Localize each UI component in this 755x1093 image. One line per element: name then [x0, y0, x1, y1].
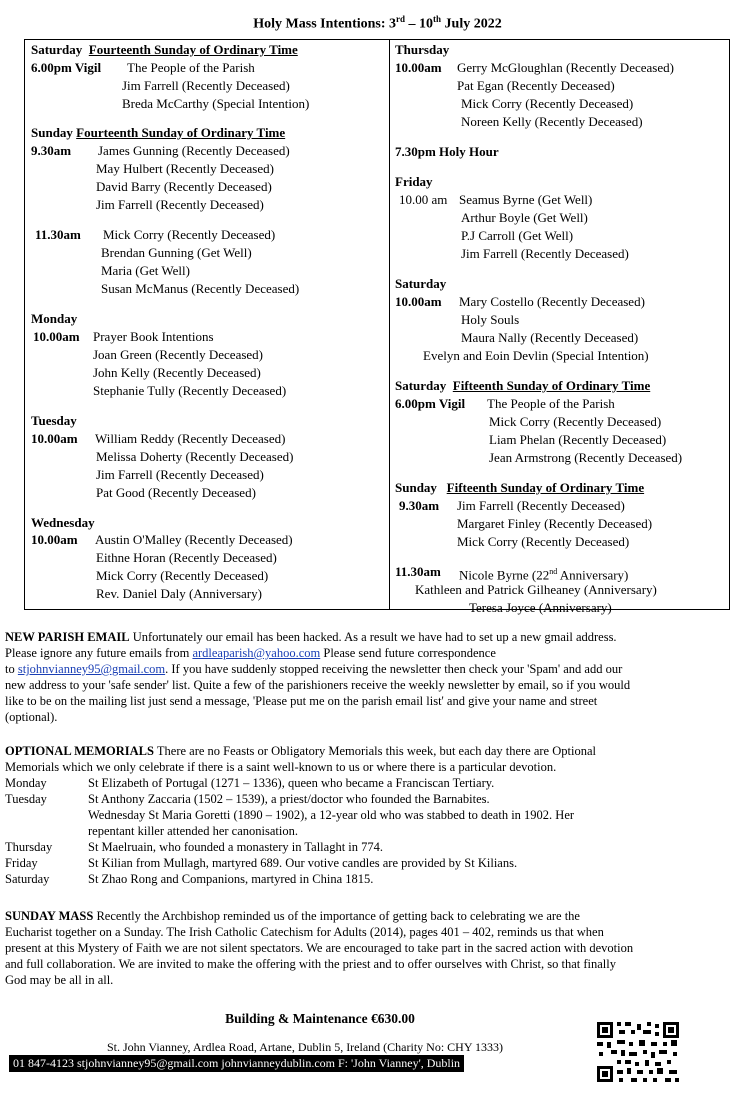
friday-heading: Friday — [395, 174, 433, 189]
section-heading: NEW PARISH EMAIL — [5, 630, 130, 644]
intention-line: Mick Corry (Recently Deceased) — [96, 568, 269, 583]
intention-line: John Kelly (Recently Deceased) — [93, 365, 261, 380]
sunday-mass-section: SUNDAY MASS Recently the Archbishop reminded us of the importance of getting back to celebrating we are the Eucharist together on a Sunday. The Irish Catholic Catechism for Adults (2014), pages 401 – 402, reminds us that when present at this Mystery of Faith we are not silent spectators. We are encouraged to take part in the sacred action with devotion and full collaboration. We are invited to make the offering with the priest and to offer ourselves with Christ, so that finally God may be all in all. — [5, 909, 634, 987]
intention-line: David Barry (Recently Deceased) — [96, 179, 272, 194]
monday-heading: Monday — [31, 311, 78, 326]
saturday-time: 10.00am — [395, 294, 442, 309]
memorials-list — [5, 775, 735, 887]
saturday-vigil-time: 6.00pm Vigil — [31, 60, 102, 75]
intention-line: Stephanie Tully (Recently Deceased) — [93, 383, 287, 398]
parish-contact-bar: 01 847-4123 stjohnvianney95@gmail.com johnvianneydublin.com F: 'John Vianney', Dublin — [9, 1055, 464, 1072]
intention-line: Margaret Finley (Recently Deceased) — [457, 516, 653, 531]
intention-line: Gerry McGloughlan (Recently Deceased) — [457, 60, 674, 75]
wednesday-heading: Wednesday — [31, 515, 95, 530]
intention-line: Melissa Doherty (Recently Deceased) — [96, 449, 294, 464]
intention-line: Jean Armstrong (Recently Deceased) — [489, 450, 683, 465]
memorial-day: Monday — [5, 776, 47, 790]
intention-line: P.J Carroll (Get Well) — [461, 228, 574, 243]
intention-line: Rev. Daniel Daly (Anniversary) — [96, 586, 262, 601]
sunday-1130-time: 11.30am — [395, 564, 441, 579]
holy-hour: 7.30pm Holy Hour — [395, 144, 499, 159]
intention-line: Mick Corry (Recently Deceased) — [103, 227, 276, 242]
old-email-link[interactable]: ardleaparish@yahoo.com — [192, 646, 321, 660]
saturday-heading: Saturday Fourteenth Sunday of Ordinary Time — [31, 42, 298, 57]
sunday-930-time: 9.30am — [399, 498, 440, 513]
building-maintenance-total: Building & Maintenance €630.00 — [225, 1011, 415, 1026]
sunday-1130-time: 11.30am — [35, 227, 81, 242]
tuesday-time: 10.00am — [31, 431, 78, 446]
intention-line: Seamus Byrne (Get Well) — [459, 192, 593, 207]
intention-line: Maura Nally (Recently Deceased) — [461, 330, 639, 345]
friday-time: 10.00 am — [399, 192, 448, 207]
memorial-text: St Maelruain, who founded a monastery in Tallaght in 774. — [88, 840, 384, 854]
thursday-time: 10.00am — [395, 60, 442, 75]
wednesday-time: 10.00am — [31, 532, 78, 547]
intention-line: Liam Phelan (Recently Deceased) — [489, 432, 667, 447]
intention-line: Kathleen and Patrick Gilheaney (Anniversary) — [415, 582, 657, 597]
intention-line: Arthur Boyle (Get Well) — [461, 210, 588, 225]
section-heading: OPTIONAL MEMORIALS — [5, 744, 154, 758]
thursday-heading: Thursday — [395, 42, 450, 57]
intention-line: The People of the Parish — [127, 60, 255, 75]
new-email-section: NEW PARISH EMAIL Unfortunately our email has been hacked. As a result we have had to set up a new gmail address. Please ignore any future emails from ardleaparish@yahoo.com Please send future correspondence to stjohnvianney95@gmail.com. If you have suddenly stopped receiving the newsletter then check your 'Spam' and add our new address to your 'safe sender' list. Quite a few of the parishioners receive the weekly newsletter by email, so if you would like to be on the mailing list just send a message, 'Please put me on the parish email list' and give your name and street (optional). — [5, 630, 631, 724]
intention-line: Jim Farrell (Recently Deceased) — [122, 78, 290, 93]
new-email-link[interactable]: stjohnvianney95@gmail.com — [17, 662, 166, 676]
monday-time: 10.00am — [33, 329, 80, 344]
saturday-heading: Saturday — [395, 276, 447, 291]
intention-line: Prayer Book Intentions — [93, 329, 214, 344]
intention-line: May Hulbert (Recently Deceased) — [96, 161, 274, 176]
intention-line: Breda McCarthy (Special Intention) — [122, 96, 310, 111]
memorial-day: Friday — [5, 856, 38, 870]
parish-address: St. John Vianney, Ardlea Road, Artane, Dublin 5, Ireland (Charity No: CHY 1333) — [106, 1040, 504, 1054]
memorial-text: St Kilian from Mullagh, martyred 689. Our votive candles are provided by St Kilians. — [88, 856, 518, 870]
intention-line: William Reddy (Recently Deceased) — [95, 431, 286, 446]
intention-line: Mick Corry (Recently Deceased) — [489, 414, 662, 429]
intention-line: Joan Green (Recently Deceased) — [93, 347, 263, 362]
intention-line: Brendan Gunning (Get Well) — [101, 245, 252, 260]
saturday-vigil-time: 6.00pm Vigil — [395, 396, 466, 411]
intention-line: Teresa Joyce (Anniversary) — [469, 600, 612, 615]
optional-memorials-section: OPTIONAL MEMORIALS There are no Feasts or Obligatory Memorials this week, but each day there are Optional Memorials which we only celebrate if there is a saint well-known to us or where there is a particular devotion. — [5, 744, 596, 774]
sunday-heading: Sunday Fourteenth Sunday of Ordinary Time — [31, 125, 286, 140]
intention-line: Nicole Byrne (22nd Anniversary) — [459, 567, 629, 583]
column-divider — [389, 40, 390, 609]
page-title: Holy Mass Intentions: 3rd – 10th July 2022 — [253, 14, 502, 32]
intention-line: The People of the Parish — [487, 396, 615, 411]
memorial-text: St Anthony Zaccaria (1502 – 1539), a priest/doctor who founded the Barnabites. — [88, 792, 490, 806]
memorial-text: repentant killer attended her canonisation. — [88, 824, 298, 838]
memorial-text: Wednesday St Maria Goretti (1890 – 1902), a 12-year old who was stabbed to death in 1902. Her — [88, 808, 575, 822]
intention-line: Austin O'Malley (Recently Deceased) — [95, 532, 293, 547]
memorial-day: Tuesday — [5, 792, 47, 806]
intention-line: Holy Souls — [461, 312, 520, 327]
intention-line: Jim Farrell (Recently Deceased) — [461, 246, 629, 261]
intention-line: Jim Farrell (Recently Deceased) — [457, 498, 625, 513]
intention-line: Evelyn and Eoin Devlin (Special Intention) — [423, 348, 649, 363]
intention-line: Pat Egan (Recently Deceased) — [457, 78, 615, 93]
intention-line: Mick Corry (Recently Deceased) — [457, 534, 630, 549]
intention-line: Noreen Kelly (Recently Deceased) — [461, 114, 643, 129]
intention-line: Maria (Get Well) — [101, 263, 190, 278]
tuesday-heading: Tuesday — [31, 413, 77, 428]
memorial-text: St Zhao Rong and Companions, martyred in China 1815. — [88, 872, 374, 886]
mass-intentions-table — [24, 39, 730, 615]
intention-line: Eithne Horan (Recently Deceased) — [96, 550, 277, 565]
saturday-vigil-heading: Saturday Fifteenth Sunday of Ordinary Time — [395, 378, 651, 393]
memorial-day: Saturday — [5, 872, 50, 886]
memorial-text: St Elizabeth of Portugal (1271 – 1336), queen who became a Franciscan Tertiary. — [88, 776, 495, 790]
intention-line: Pat Good (Recently Deceased) — [96, 485, 256, 500]
memorial-day: Thursday — [5, 840, 53, 854]
intention-line: Jim Farrell (Recently Deceased) — [96, 197, 264, 212]
sunday-930-time: 9.30am — [31, 143, 72, 158]
intention-line: Susan McManus (Recently Deceased) — [101, 281, 300, 296]
qr-code-icon[interactable] — [595, 1020, 681, 1084]
intention-line: James Gunning (Recently Deceased) — [98, 143, 290, 158]
intention-line: Mary Costello (Recently Deceased) — [459, 294, 645, 309]
intention-line: Jim Farrell (Recently Deceased) — [96, 467, 264, 482]
section-heading: SUNDAY MASS — [5, 909, 94, 923]
sunday-heading: Sunday Fifteenth Sunday of Ordinary Time — [395, 480, 645, 495]
intention-line: Mick Corry (Recently Deceased) — [461, 96, 634, 111]
